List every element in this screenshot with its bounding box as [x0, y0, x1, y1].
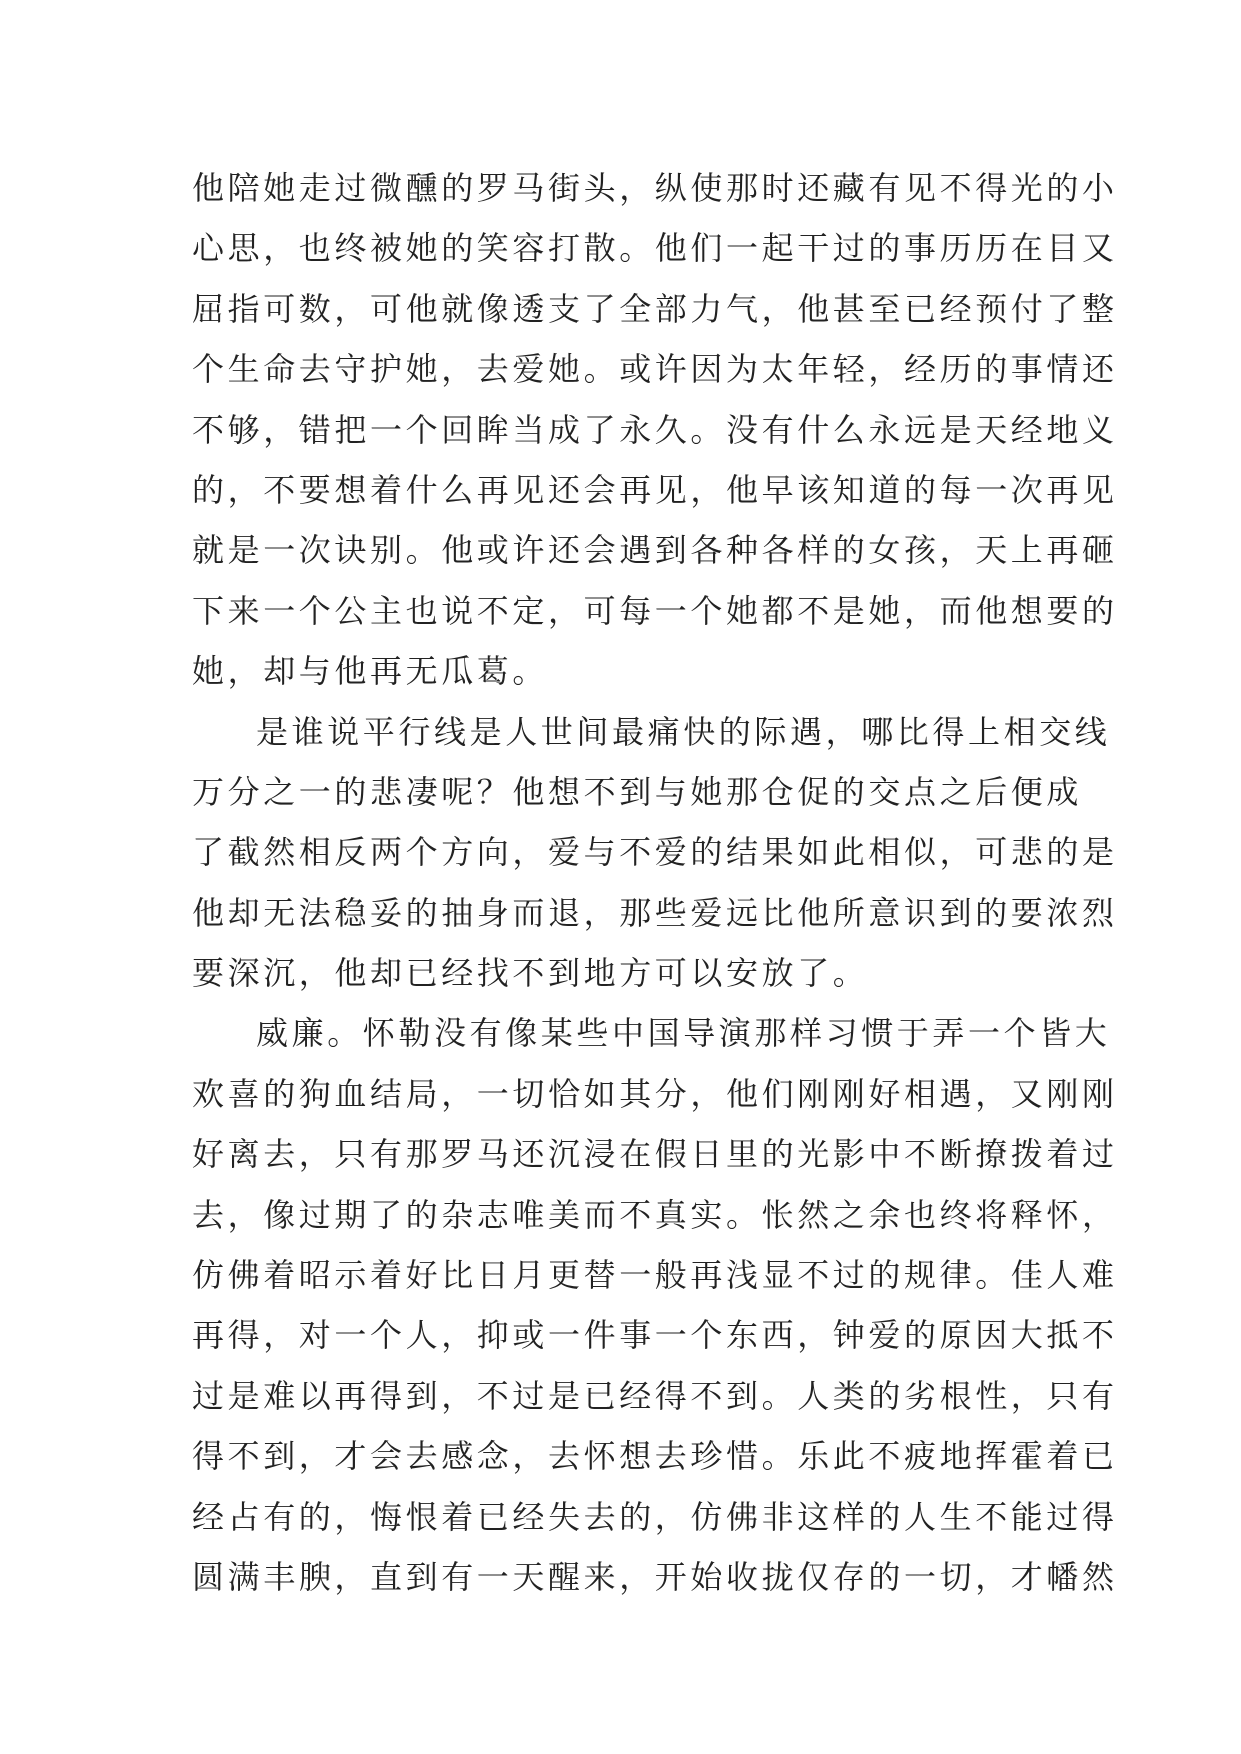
paragraph-start-line: 威廉。怀勒没有像某些中国导演那样习惯于弄一个皆大 [256, 1014, 1111, 1053]
text-line: 要深沉，他却已经找不到地方可以安放了。 [192, 954, 869, 993]
body-text [192, 158, 1118, 1607]
text-line: 心思，也终被她的笑容打散。他们一起干过的事历历在目又 [192, 229, 1118, 268]
text-line: 他却无法稳妥的抽身而退，那些爱远比他所意识到的要浓烈 [192, 893, 1118, 932]
text-line: 经占有的，悔恨着已经失去的，仿佛非这样的人生不能过得 [192, 1497, 1118, 1536]
text-line: 仿佛着昭示着好比日月更替一般再浅显不过的规律。佳人难 [192, 1256, 1118, 1295]
text-line: 就是一次诀别。他或许还会遇到各种各样的女孩，天上再砸 [192, 531, 1118, 570]
text-line: 欢喜的狗血结局，一切恰如其分，他们刚刚好相遇，又刚刚 [192, 1074, 1118, 1113]
text-line: 万分之一的悲凄呢？他想不到与她那仓促的交点之后便成 [192, 772, 1083, 811]
text-line: 去，像过期了的杂志唯美而不真实。怅然之余也终将释怀， [192, 1195, 1118, 1234]
text-line: 圆满丰腴，直到有一天醒来，开始收拢仅存的一切，才幡然 [192, 1557, 1118, 1596]
text-line: 了截然相反两个方向，爱与不爱的结果如此相似，可悲的是 [192, 833, 1118, 872]
text-line: 不够，错把一个回眸当成了永久。没有什么永远是天经地义 [192, 410, 1118, 449]
text-line: 的，不要想着什么再见还会再见，他早该知道的每一次再见 [192, 470, 1118, 509]
text-line: 下来一个公主也说不定，可每一个她都不是她，而他想要的 [192, 591, 1118, 630]
text-line: 她，却与他再无瓜葛。 [192, 652, 549, 691]
text-line: 屈指可数，可他就像透支了全部力气，他甚至已经预付了整 [192, 289, 1118, 328]
text-line: 好离去，只有那罗马还沉浸在假日里的光影中不断撩拨着过 [192, 1135, 1118, 1174]
text-line: 他陪她走过微醺的罗马街头，纵使那时还藏有见不得光的小 [192, 169, 1118, 207]
text-line: 得不到，才会去感念，去怀想去珍惜。乐此不疲地挥霍着已 [192, 1437, 1118, 1476]
text-line: 个生命去守护她，去爱她。或许因为太年轻，经历的事情还 [192, 350, 1118, 389]
paragraph-start-line: 是谁说平行线是人世间最痛快的际遇，哪比得上相交线 [256, 712, 1111, 751]
text-line: 过是难以再得到，不过是已经得不到。人类的劣根性，只有 [192, 1376, 1118, 1415]
text-line: 再得，对一个人，抑或一件事一个东西，钟爱的原因大抵不 [192, 1316, 1118, 1355]
